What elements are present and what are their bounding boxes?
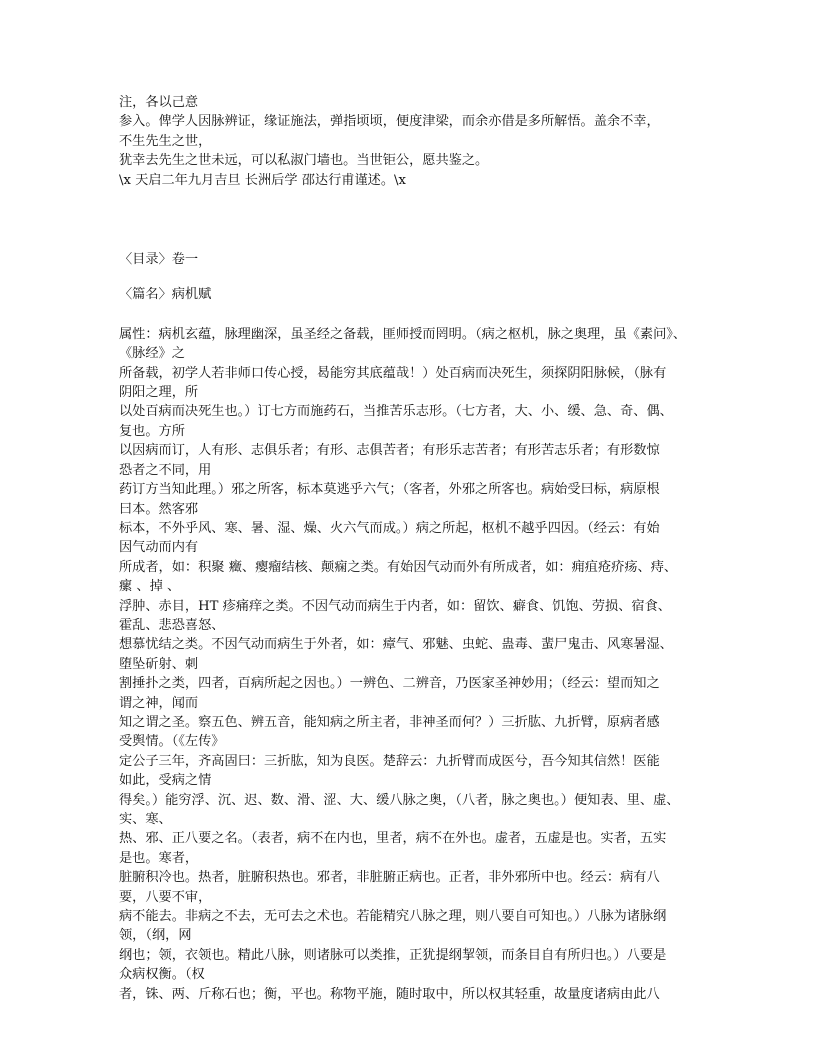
body-line: 霍乱、悲恐喜怒、 — [119, 617, 225, 633]
body-line: 恐者之不同，用 — [119, 462, 212, 478]
body-line: 要，八要不审， — [119, 889, 212, 905]
body-line: 想慕忧结之类。不因气动而病生于外者，如：瘴气、邪魅、虫蛇、蛊毒、蜚尸鬼击、风寒暑湿、 — [119, 637, 673, 653]
body-line: 药订方当知此理。）邪之所客，标本莫逃乎六气；（客者，外邪之所客也。病始受曰标，病原根 — [119, 482, 660, 498]
body-line: 浮肿、赤目，HT 疹痛痒之类。不因气动而病生于内者，如：留饮、癖食、饥饱、劳损、宿食、 — [119, 598, 671, 614]
toc-heading: 〈目录〉卷一 — [119, 252, 199, 268]
body-line: 定公子三年，齐高固曰：三折肱，知为良医。楚辞云：九折臂而成医兮，吾今知其信然！医能 — [119, 753, 660, 769]
body-line: 实、寒、 — [119, 812, 172, 827]
body-line: 曰本。然客邪 — [119, 501, 199, 517]
body-line: 复也。方所 — [119, 423, 185, 439]
body-line: 热、邪、正八要之名。（表者，病不在内也，里者，病不在外也。虚者，五虚是也。实者，五实 — [119, 831, 667, 847]
body-line: 病不能去。非病之不去，无可去之术也。若能精究八脉之理，则八要自可知也。）八脉为诸脉纲 — [119, 909, 667, 925]
body-line: 领，（纲，网 — [119, 928, 192, 944]
chapter-heading: 〈篇名〉病机赋 — [119, 287, 212, 303]
preface-paragraph — [119, 93, 720, 190]
body-line: 堕坠斫射、刺 — [119, 656, 199, 672]
preface-line: 注，各以己意 — [119, 95, 199, 110]
body-line: 知之谓之圣。察五色、辨五音，能知病之所主者，非神圣而何？）三折肱、九折臂，原病者感 — [119, 714, 660, 730]
preface-line: 犹幸去先生之世未远，可以私淑门墙也。当世钜公，愿共鉴之。 — [119, 153, 489, 169]
body-line: 割捶扑之类，四者，百病所起之因也。）一辨色、二辨音，乃医家圣神妙用；（经云：望而知之 — [119, 676, 660, 692]
body-line: 以因病而订，人有形、志俱乐者；有形、志俱苦者；有形乐志苦者；有形苦志乐者；有形数惊 — [119, 443, 660, 459]
body-line: 脏腑积冷也。热者，脏腑积热也。邪者，非脏腑正病也。正者，非外邪所中也。经云：病有八 — [119, 870, 660, 886]
preface-line: 不生先生之世， — [119, 133, 212, 149]
body-line: 是也。寒者， — [119, 850, 199, 866]
body-line: 因气动而内有 — [119, 540, 199, 556]
body-line: 得矣。）能穷浮、沉、迟、数、滑、涩、大、缓八脉之奥，（八者，脉之奥也。）便知表、里、虚、 — [119, 792, 680, 808]
body-line: 如此，受病之情 — [119, 773, 212, 789]
body-line: 受舆情。（《左传》 — [119, 734, 225, 750]
body-line: 标本，不外乎风、寒、暑、湿、燥、火六气而成。）病之所起，枢机不越乎四因。（经云：有始 — [119, 520, 660, 536]
body-line: 谓之神，闻而 — [119, 695, 199, 711]
body-line: 众病权衡。（权 — [119, 967, 205, 983]
body-line: 纲也；领，衣领也。精此八脉，则诸脉可以类推，正犹提纲挈领，而条目自有所归也。）八要是 — [119, 947, 667, 963]
body-line: 《脉经》之 — [119, 346, 185, 362]
body-line: 属性：病机玄蕴，脉理幽深，虽圣经之备载，匪师授而罔明。（病之枢机，脉之奥理，虽《素问》、 — [119, 326, 687, 342]
body-line: 以处百病而决死生也。）订七方而施药石，当推苦乐志形。（七方者，大、小、缓、急、奇、偶、 — [119, 404, 673, 420]
body-line: 瘰 、掉 、 — [119, 579, 181, 595]
body-line: 所成者，如：积聚 癥、瘿瘤结核、颠痫之类。有始因气动而外有所成者，如：痈疽疮疥疡、痔、 — [119, 559, 678, 575]
preface-line: 参入。俾学人因脉辨证，缘证施法，弹指顷顷，便度津梁，而余亦借是多所解悟。盖余不幸， — [119, 114, 660, 130]
body-paragraph — [119, 325, 720, 1004]
preface-signature: \x 天启二年九月吉旦 长洲后学 邵达行甫谨述。\x — [119, 172, 406, 188]
body-line: 阴阳之理，所 — [119, 385, 199, 401]
body-line: 所备载，初学人若非师口传心授，曷能穷其底蕴哉！）处百病而决死生，须探阴阳脉候，（脉有 — [119, 365, 667, 381]
body-line: 者，铢、两、斤称石也；衡，平也。称物平施，随时取中，所以权其轻重，故量度诸病由此八 — [119, 986, 660, 1002]
